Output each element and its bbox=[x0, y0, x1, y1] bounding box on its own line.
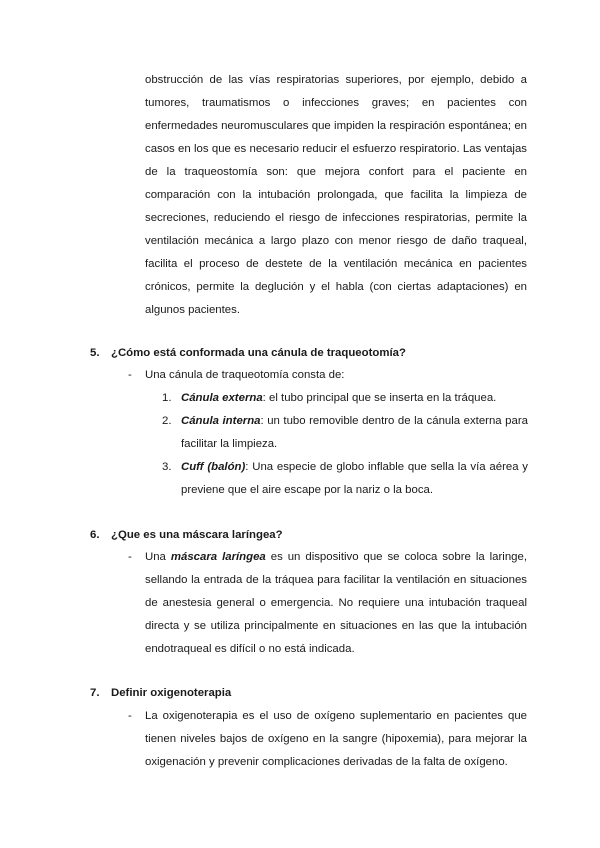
term: Cuff (balón) bbox=[181, 461, 246, 473]
definition: : el tubo principal que se inserta en la tráquea. bbox=[262, 392, 497, 404]
list-item-text bbox=[181, 456, 528, 502]
list-item-number: 3. bbox=[162, 461, 172, 473]
list-item-number: 2. bbox=[162, 415, 172, 427]
list-item-number: 1. bbox=[162, 392, 172, 404]
definition: : Una especie de globo inflable que sella la vía aérea y previene que el aire escape por la nariz o la boca. bbox=[181, 461, 528, 496]
term: Cánula externa bbox=[181, 392, 263, 404]
section-6-heading bbox=[90, 527, 283, 543]
section-7-heading bbox=[90, 685, 231, 701]
term: Cánula interna bbox=[181, 415, 261, 427]
section-number: 7. bbox=[90, 687, 100, 699]
section-number: 6. bbox=[90, 529, 100, 541]
text-run: es un dispositivo que se coloca sobre la laringe, sellando la entrada de la tráquea para facilitar la ventilación en situaciones de anestesia general o emergencia. No requiere una intubación traqueal directa y se utiliza principalmente en situaciones en las que la intubación endotraqueal es difícil o no está indicada. bbox=[145, 551, 528, 655]
bullet-text: Una cánula de traqueotomía consta de: bbox=[145, 369, 345, 381]
intro-paragraph: obstrucción de las vías respiratorias superiores, por ejemplo, debido a tumores, traumatismos o infecciones graves; en pacientes con enfermedades neuromusculares que impiden la respiración espontánea; en casos en los que es necesario reducir el esfuerzo respiratorio. Las ventajas de la traqueostomía son: que mejora confort para el paciente en comparación con la intubación prolongada, que facilita la limpieza de secreciones, reduciendo el riesgo de infecciones respiratorias, permite la ventilación mecánica a largo plazo con menor riesgo de daño traqueal, facilita el proceso de destete de la ventilación mecánica en pacientes crónicos, permite la deglución y el habla (con ciertas adaptaciones) en algunos pacientes. bbox=[145, 74, 527, 316]
bullet-text: La oxigenoterapia es el uso de oxígeno suplementario en pacientes que tienen niveles bajos de oxígeno en la sangre (hipoxemia), para mejorar la oxigenación y prevenir complicaciones derivadas de la falta de oxígeno. bbox=[145, 710, 527, 768]
dash-marker: - bbox=[128, 369, 132, 381]
section-title: Definir oxigenoterapia bbox=[111, 687, 232, 699]
section-title: ¿Cómo está conformada una cánula de traqueotomía? bbox=[111, 347, 406, 359]
term: máscara laríngea bbox=[170, 551, 266, 563]
section-number: 5. bbox=[90, 347, 100, 359]
section-title: ¿Que es una máscara laríngea? bbox=[111, 529, 283, 541]
section-5-heading bbox=[90, 345, 406, 361]
bullet-text bbox=[145, 546, 527, 661]
list-item-text bbox=[181, 410, 528, 456]
text-run: Una bbox=[145, 551, 171, 563]
dash-marker: - bbox=[128, 710, 132, 722]
dash-marker: - bbox=[128, 551, 132, 563]
list-item-text bbox=[181, 387, 528, 410]
definition: : un tubo removible dentro de la cánula externa para facilitar la limpieza. bbox=[181, 415, 528, 450]
